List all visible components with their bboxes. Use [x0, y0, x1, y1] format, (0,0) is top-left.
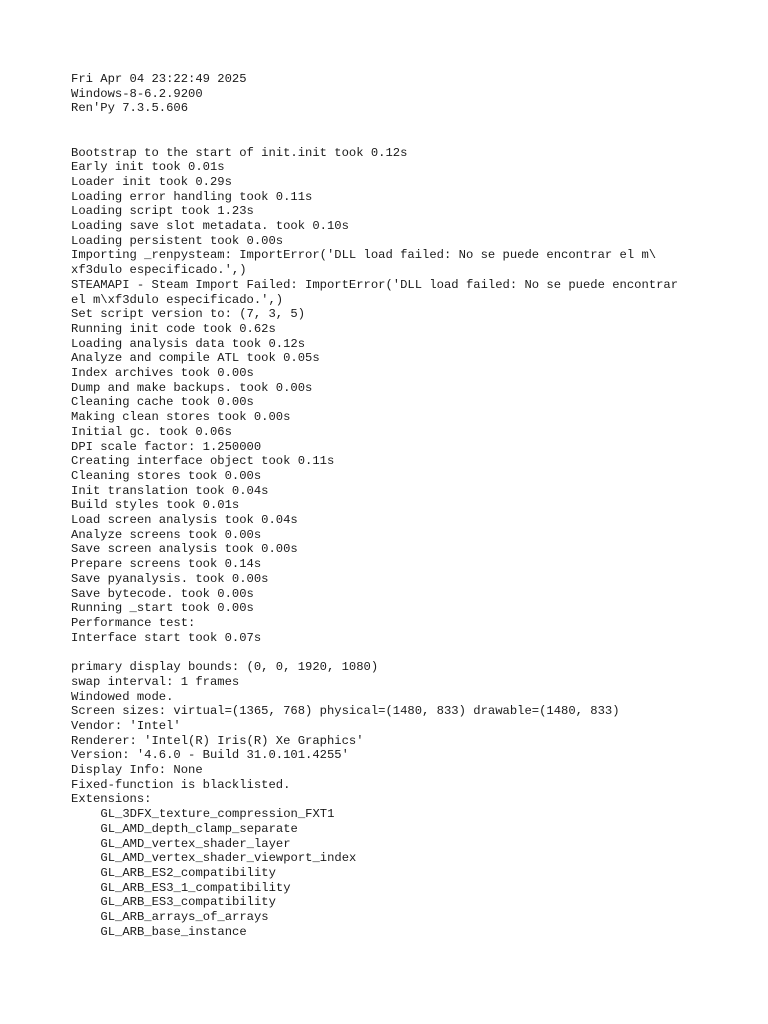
log-line: STEAMAPI - Steam Import Failed: ImportError('DLL load failed: No se puede encontrar — [71, 277, 679, 292]
extension-item: GL_AMD_depth_clamp_separate — [100, 821, 298, 836]
log-line: Running init code took 0.62s — [71, 321, 276, 336]
log-line: Early init took 0.01s — [71, 160, 225, 175]
init-log-section — [71, 146, 731, 646]
log-line: Display Info: None — [71, 763, 203, 778]
log-line: Loading analysis data took 0.12s — [71, 336, 306, 351]
extensions-list — [71, 807, 731, 939]
log-line: Loading script took 1.23s — [71, 204, 254, 219]
log-line: primary display bounds: (0, 0, 1920, 1080) — [71, 660, 379, 675]
extension-item: GL_ARB_ES2_compatibility — [100, 865, 276, 880]
log-line: Build styles took 0.01s — [71, 498, 240, 513]
log-line: Cleaning stores took 0.00s — [71, 468, 262, 483]
header-line: Fri Apr 04 23:22:49 2025 — [71, 72, 247, 86]
log-line: Windowed mode. — [71, 689, 174, 704]
log-line: Load screen analysis took 0.04s — [71, 513, 298, 528]
log-line: Renderer: 'Intel(R) Iris(R) Xe Graphics' — [71, 733, 364, 748]
log-line: Init translation took 0.04s — [71, 483, 269, 498]
log-line: Running _start took 0.00s — [71, 601, 254, 616]
log-line: Making clean stores took 0.00s — [71, 410, 291, 425]
log-line: Analyze and compile ATL took 0.05s — [71, 351, 320, 366]
log-line: Loading persistent took 0.00s — [71, 233, 284, 248]
log-line: Cleaning cache took 0.00s — [71, 395, 254, 410]
log-line: Bootstrap to the start of init.init took 0.12s — [71, 145, 408, 160]
log-line: swap interval: 1 frames — [71, 674, 240, 689]
log-header — [71, 72, 731, 116]
log-line: Loading save slot metadata. took 0.10s — [71, 219, 349, 234]
log-line: Save pyanalysis. took 0.00s — [71, 571, 269, 586]
log-line: Analyze screens took 0.00s — [71, 527, 262, 542]
display-log-section — [71, 660, 731, 807]
extension-item: GL_3DFX_texture_compression_FXT1 — [100, 807, 335, 822]
extension-item: GL_AMD_vertex_shader_layer — [100, 836, 291, 851]
log-line: Importing _renpysteam: ImportError('DLL load failed: No se puede encontrar el m\ — [71, 248, 657, 263]
log-line: Initial gc. took 0.06s — [71, 424, 232, 439]
log-line: Extensions: — [71, 792, 152, 807]
log-line: xf3dulo especificado.',) — [71, 263, 247, 278]
log-document — [71, 72, 731, 939]
log-line: DPI scale factor: 1.250000 — [71, 439, 262, 454]
log-line: Performance test: — [71, 616, 196, 630]
log-line: Vendor: 'Intel' — [71, 718, 181, 733]
extension-item: GL_ARB_base_instance — [100, 924, 247, 939]
log-line: Loader init took 0.29s — [71, 174, 232, 189]
header-line: Ren'Py 7.3.5.606 — [71, 101, 189, 116]
blank-gap — [71, 645, 731, 660]
header-line: Windows-8-6.2.9200 — [71, 86, 203, 101]
log-line: Set script version to: (7, 3, 5) — [71, 307, 306, 322]
log-line: Dump and make backups. took 0.00s — [71, 380, 313, 395]
log-line: Screen sizes: virtual=(1365, 768) physical=(1480, 833) drawable=(1480, 833) — [71, 704, 620, 719]
log-line: Version: '4.6.0 - Build 31.0.101.4255' — [71, 748, 349, 763]
log-line: Prepare screens took 0.14s — [71, 557, 262, 572]
log-line: Fixed-function is blacklisted. — [71, 777, 291, 792]
log-line: Loading error handling took 0.11s — [71, 189, 313, 204]
log-line: Index archives took 0.00s — [71, 366, 254, 381]
extension-item: GL_AMD_vertex_shader_viewport_index — [100, 851, 357, 866]
log-line: Save screen analysis took 0.00s — [71, 542, 298, 557]
log-line: Creating interface object took 0.11s — [71, 454, 335, 469]
extension-item: GL_ARB_ES3_compatibility — [100, 895, 276, 910]
blank-gap — [71, 116, 731, 145]
log-line: el m\xf3dulo especificado.',) — [71, 292, 284, 307]
extension-item: GL_ARB_arrays_of_arrays — [100, 910, 269, 925]
log-line: Save bytecode. took 0.00s — [71, 586, 254, 601]
log-line: Interface start took 0.07s — [71, 630, 262, 645]
extension-item: GL_ARB_ES3_1_compatibility — [100, 880, 291, 895]
